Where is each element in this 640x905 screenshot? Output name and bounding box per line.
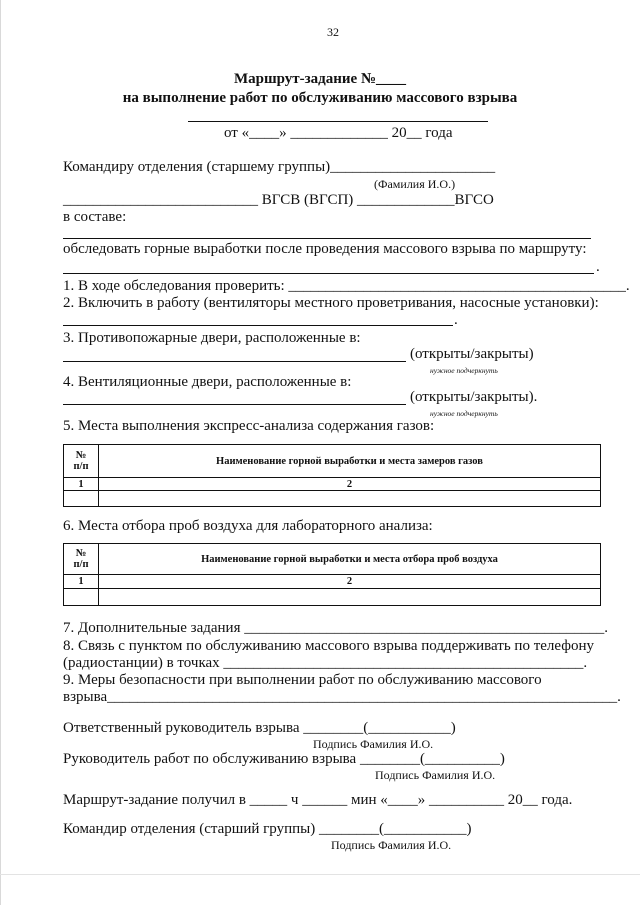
item-9-line1: 9. Меры безопасности при выполнении работ по обслуживанию массового bbox=[63, 672, 542, 688]
table2-colnum-1: 1 bbox=[64, 575, 99, 589]
table1-cell bbox=[99, 491, 601, 507]
table1-colnum-2: 2 bbox=[99, 478, 601, 491]
table2-colnum-2: 2 bbox=[99, 575, 601, 589]
commander-name-hint: (Фамилия И.О.) bbox=[374, 177, 456, 191]
table1-num-abbr: п/п bbox=[73, 461, 89, 472]
gas-analysis-table bbox=[63, 444, 601, 507]
item-5: 5. Места выполнения экспресс-анализа содержания газов: bbox=[63, 418, 435, 434]
signature-responsible: Ответственный руководитель взрыва ________(___________) bbox=[63, 720, 456, 736]
scan-fold-line bbox=[0, 874, 640, 875]
form-subtitle: на выполнение работ по обслуживанию массового взрыва bbox=[122, 90, 518, 106]
title-rule bbox=[188, 121, 488, 122]
item-8-line2: (радиостанции) в точках ________________________________________________. bbox=[63, 655, 588, 671]
item-3-hint: нужное подчеркнуть bbox=[430, 366, 498, 375]
composition-blank bbox=[63, 238, 591, 239]
signature-works-head-hint: Подпись Фамилия И.О. bbox=[375, 768, 496, 782]
signature-works-head: Руководитель работ по обслуживанию взрыва ________(__________) bbox=[63, 751, 505, 767]
item-4-status: (открыты/закрыты). bbox=[410, 389, 538, 405]
table2-col-name-header: Наименование горной выработки и места отбора проб воздуха bbox=[99, 544, 601, 575]
air-sampling-table bbox=[63, 543, 601, 606]
item-4-blank bbox=[63, 404, 406, 405]
page-number: 32 bbox=[327, 25, 339, 39]
item-9-line2: взрыва____________________________________________________________________. bbox=[63, 689, 621, 705]
received-line: Маршрут-задание получил в _____ ч ______ мин «____» __________ 20__ года. bbox=[63, 792, 573, 808]
item-6: 6. Места отбора проб воздуха для лабораторного анализа: bbox=[63, 518, 433, 534]
item-7: 7. Дополнительные задания ________________________________________________. bbox=[63, 620, 608, 636]
signature-commander-hint: Подпись Фамилия И.О. bbox=[331, 838, 452, 852]
item-4: 4. Вентиляционные двери, расположенные в: bbox=[63, 374, 352, 390]
table1-num-sign: № bbox=[75, 450, 87, 461]
item-1: 1. В ходе обследования проверить: _____________________________________________. bbox=[63, 278, 630, 294]
route-text: обследовать горные выработки после проведения массового взрыва по маршруту: bbox=[63, 241, 587, 257]
form-title: Маршрут-задание №____ bbox=[233, 71, 407, 87]
item-3-status: (открыты/закрыты) bbox=[410, 346, 534, 362]
signature-responsible-hint: Подпись Фамилия И.О. bbox=[313, 737, 434, 751]
item-4-hint: нужное подчеркнуть bbox=[430, 409, 498, 418]
date-line: от «____» _____________ 20__ года bbox=[224, 125, 453, 141]
commander-label: Командиру отделения (старшему группы)______________________ bbox=[63, 159, 496, 175]
item-3: 3. Противопожарные двери, расположенные в: bbox=[63, 330, 361, 346]
item-3-blank bbox=[63, 361, 406, 362]
table2-num-abbr: п/п bbox=[73, 559, 89, 570]
table1-col-num-header bbox=[64, 445, 99, 478]
table2-num-sign: № bbox=[75, 548, 87, 559]
route-blank-end: . bbox=[596, 259, 600, 275]
vgsv-line: __________________________ ВГСВ (ВГСП) _____________ВГСО bbox=[63, 192, 494, 208]
table2-cell bbox=[64, 589, 99, 606]
table2-col-num-header bbox=[64, 544, 99, 575]
page-edge bbox=[0, 0, 1, 905]
item-2-end: . bbox=[454, 312, 458, 328]
table1-col-name-header: Наименование горной выработки и места замеров газов bbox=[99, 445, 601, 478]
item-2: 2. Включить в работу (вентиляторы местного проветривания, насосные установки): bbox=[63, 295, 599, 311]
item-8-line1: 8. Связь с пунктом по обслуживанию массового взрыва поддерживать по телефону bbox=[63, 638, 594, 654]
table1-cell bbox=[64, 491, 99, 507]
item-2-blank bbox=[63, 325, 453, 326]
signature-commander: Командир отделения (старший группы) ________(___________) bbox=[63, 821, 472, 837]
table1-colnum-1: 1 bbox=[64, 478, 99, 491]
route-blank bbox=[63, 273, 594, 274]
composition-label: в составе: bbox=[63, 209, 127, 225]
table2-cell bbox=[99, 589, 601, 606]
